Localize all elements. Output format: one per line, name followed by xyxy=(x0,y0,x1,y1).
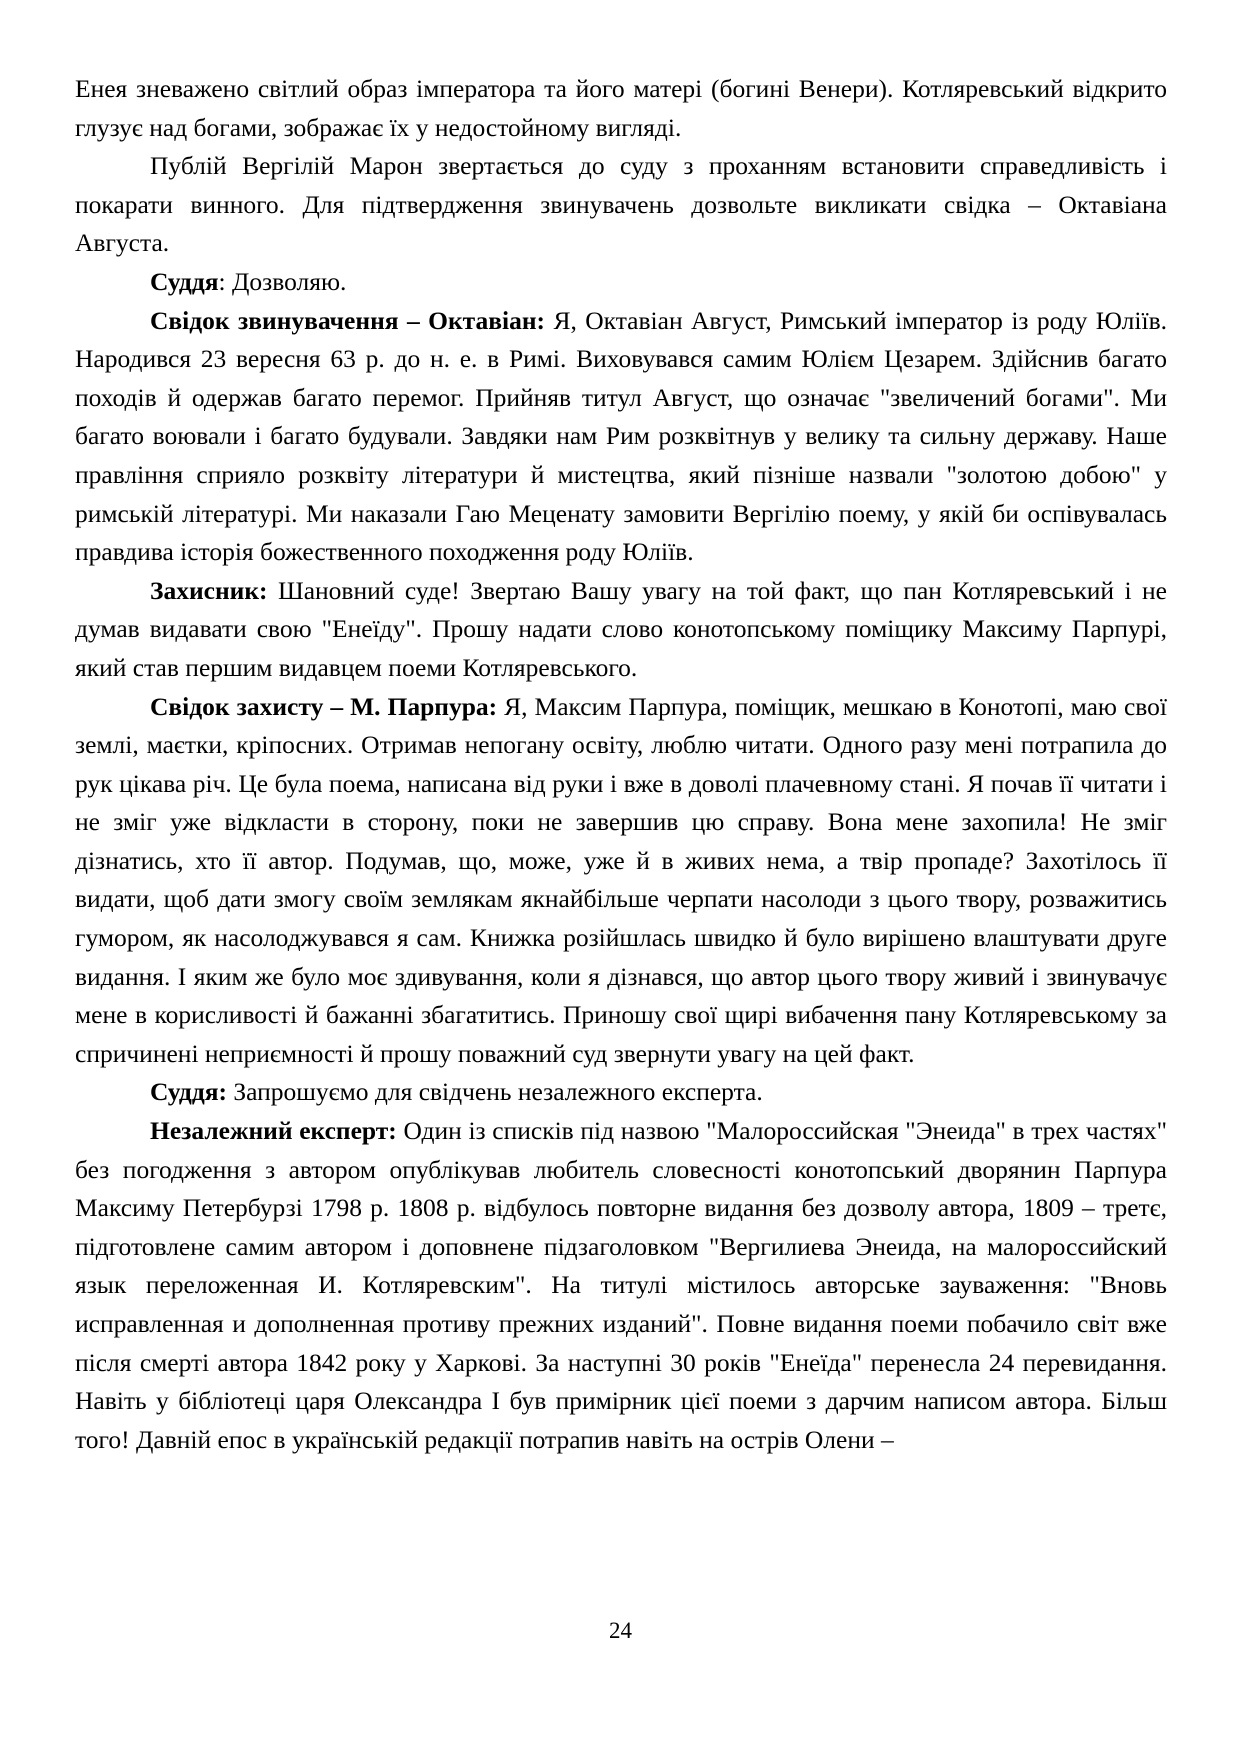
paragraph-text: : Дозволяю. xyxy=(218,266,347,296)
text-body xyxy=(75,70,1167,1459)
paragraph-text: Я, Октавіан Август, Римський імператор із роду Юліїв. Народився 23 вересня 63 р. до н. е. в Римі. Виховувався самим Юлієм Цезарем. Здійснив багато походів й одержав багато перемог. Прийняв титул Август, що означає "звеличений богами". Ми багато воювали і багато будували. Завдяки нам Рим розквітнув у велику та сильну державу. Наше правління сприяло розквіту літератури й мистецтва, який пізніше назвали "золотою добою" у римській літературі. Ми наказали Гаю Меценату замовити Вергілію поему, у якій би оспівувалась правдива історія божественного походження роду Юліїв. xyxy=(75,305,1167,567)
paragraph-independent-expert xyxy=(75,1112,1167,1459)
paragraph-judge-invites-expert xyxy=(75,1073,1167,1112)
paragraph-text: Один із списків під назвою "Малороссийская "Энеида" в трех частях" без погодження з автором опублікував любитель словесності конотопський дворянин Парпура Максиму Петербурзі 1798 р. 1808 р. відбулось повторне видання без дозволу автора, 1809 – третє, підготовлене самим автором і доповнене підзаголовком "Вергилиева Энеида, на малороссийский язык переложенная И. Котляревским". На титулі містилось авторське зауваження: "Вновь исправленная и дополненная противу прежних изданий". Повне видання поеми побачило світ вже після смерті автора 1842 року у Харкові. За наступні 30 років "Енеїда" перенесла 24 перевидання. Навіть у бібліотеці царя Олександра І був примірник цієї поеми з дарчим написом автора. Більш того! Давній епос в українській редакції потрапив навіть на острів Олени – xyxy=(75,1116,1167,1454)
paragraph-continuation xyxy=(75,70,1167,147)
paragraph-text: Публій Вергілій Марон звертається до суду з проханням встановити справедливість і покарати винного. Для підтвердження звинувачень дозвольте викликати свідка – Октавіана Августа. xyxy=(75,151,1167,258)
speaker-label: Незалежний експерт: xyxy=(150,1116,397,1146)
paragraph-text: Я, Максим Парпура, поміщик, мешкаю в Конотопі, маю свої землі, маєтки, кріпосних. Отримав непогану освіту, люблю читати. Одного разу мені потрапила до рук цікава річ. Це була поема, написана від руки і вже в доволі плачевному стані. Я почав її читати і не зміг уже відкласти в сторону, поки не завершив цю справу. Вона мене захопила! Не зміг дізнатись, хто її автор. Подумав, що, може, уже й в живих нема, а твір пропаде? Захотілось її видати, щоб дати змогу своїм землякам якнайбільше черпати насолоди з цього твору, розважитись гумором, як насолоджувався я сам. Книжка розійшлась швидко й було вирішено влаштувати друге видання. І яким же було моє здивування, коли я дізнався, що автор цього твору живий і звинувачує мене в корисливості й бажанні збагатитись. Приношу свої щирі вибачення пану Котляревському за спричинені неприємності й прошу поважний суд звернути увагу на цей факт. xyxy=(75,691,1167,1068)
paragraph-text: Енея зневажено світлий образ імператора та його матері (богині Венери). Котляревський відкрито глузує над богами, зображає їх у недостойному вигляді. xyxy=(75,74,1167,142)
paragraph-text: Запрошуємо для свідчень незалежного експерта. xyxy=(227,1077,763,1107)
paragraph-text: Шановний суде! Звертаю Вашу увагу на той факт, що пан Котляревський і не думав видавати свою "Енеїду". Прошу надати слово конотопському поміщику Максиму Парпурі, який став першим видавцем поеми Котляревського. xyxy=(75,575,1167,682)
speaker-label: Суддя: xyxy=(150,1077,228,1107)
paragraph-defender xyxy=(75,572,1167,688)
speaker-label: Захисник: xyxy=(150,575,268,605)
paragraph-judge-permission xyxy=(75,263,1167,302)
speaker-label: Свідок захисту – М. Парпура: xyxy=(150,691,498,721)
paragraph-witness-parpura xyxy=(75,688,1167,1074)
paragraph-prosecutor-plea xyxy=(75,147,1167,263)
page-number: 24 xyxy=(609,1618,632,1643)
speaker-label: Свідок звинувачення – Октавіан: xyxy=(150,305,546,335)
speaker-label: Суддя xyxy=(150,266,219,296)
paragraph-witness-octavian xyxy=(75,302,1167,572)
